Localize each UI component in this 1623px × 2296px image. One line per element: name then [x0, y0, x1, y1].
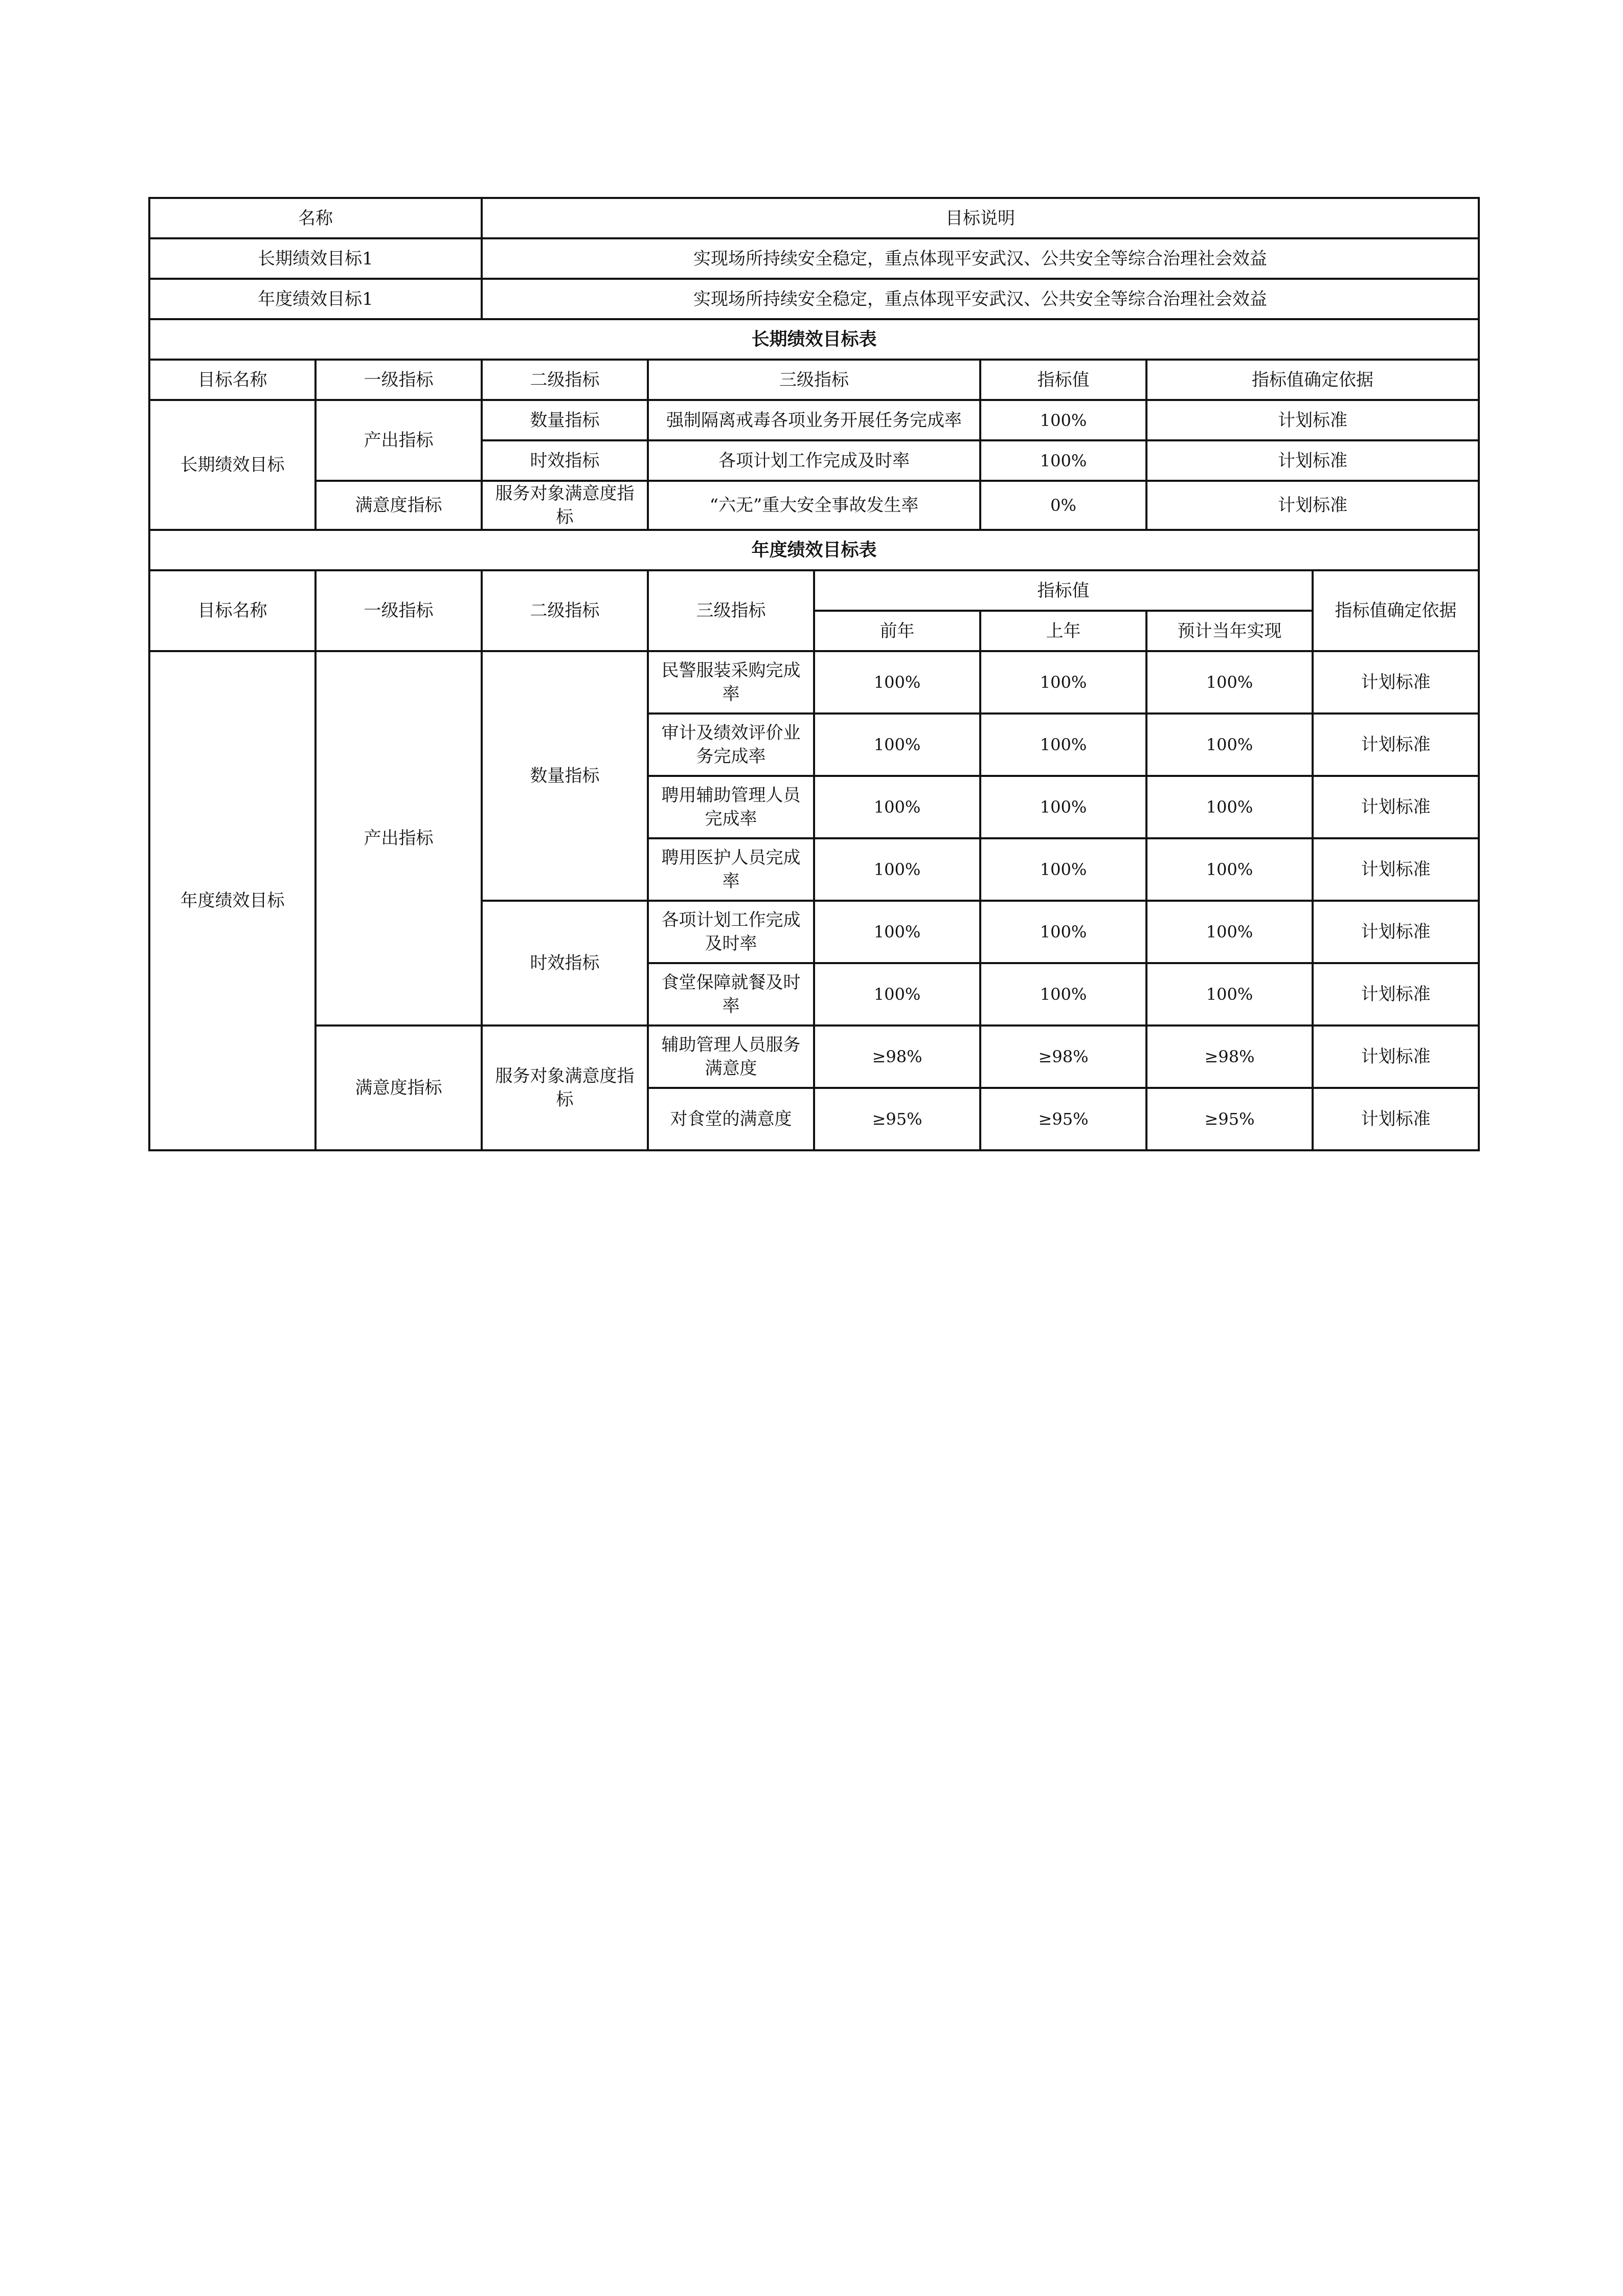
long-term-title-row: [149, 319, 1479, 360]
annual-goal-name: 年度绩效目标: [149, 651, 315, 1150]
summary-row-desc: 实现场所持续安全稳定，重点体现平安武汉、公共安全等综合治理社会效益: [482, 238, 1479, 279]
performance-goals-table: [148, 197, 1480, 1151]
annual-prev: 100%: [814, 838, 980, 901]
summary-row: [149, 279, 1479, 319]
long-term-level2: 服务对象满意度指标: [482, 481, 648, 530]
annual-level1-output: 产出指标: [315, 651, 482, 1026]
header-goal-name: 目标名称: [149, 360, 315, 400]
annual-prev: 100%: [814, 776, 980, 838]
summary-header-row: [149, 198, 1479, 238]
summary-row: [149, 238, 1479, 279]
annual-expected: 100%: [1146, 901, 1313, 963]
annual-last: ≥98%: [980, 1026, 1146, 1088]
annual-level3: 民警服装采购完成率: [648, 651, 814, 714]
annual-prev: 100%: [814, 714, 980, 776]
summary-row-desc: 实现场所持续安全稳定，重点体现平安武汉、公共安全等综合治理社会效益: [482, 279, 1479, 319]
annual-expected: ≥95%: [1146, 1088, 1313, 1150]
annual-level2-timeliness: 时效指标: [482, 901, 648, 1026]
annual-basis: 计划标准: [1313, 714, 1479, 776]
annual-prev: 100%: [814, 651, 980, 714]
annual-prev: 100%: [814, 901, 980, 963]
summary-col-desc: 目标说明: [482, 198, 1479, 238]
annual-row: [149, 1026, 1479, 1088]
summary-row-name: 年度绩效目标1: [149, 279, 482, 319]
header-level1: 一级指标: [315, 360, 482, 400]
annual-basis: 计划标准: [1313, 776, 1479, 838]
header-basis: 指标值确定依据: [1146, 360, 1479, 400]
long-term-row: [149, 400, 1479, 440]
annual-expected: 100%: [1146, 651, 1313, 714]
long-term-level1: 满意度指标: [315, 481, 482, 530]
header-level1: 一级指标: [315, 570, 482, 651]
annual-level2-satisfaction: 服务对象满意度指标: [482, 1026, 648, 1150]
long-term-level2: 数量指标: [482, 400, 648, 440]
long-term-level1: 产出指标: [315, 400, 482, 481]
annual-basis: 计划标准: [1313, 1088, 1479, 1150]
annual-level2-quantity: 数量指标: [482, 651, 648, 901]
long-term-title: 长期绩效目标表: [149, 319, 1479, 360]
annual-expected: ≥98%: [1146, 1026, 1313, 1088]
summary-row-name: 长期绩效目标1: [149, 238, 482, 279]
long-term-level3: 各项计划工作完成及时率: [648, 440, 980, 481]
annual-last: 100%: [980, 901, 1146, 963]
annual-header-row: [149, 570, 1479, 611]
annual-last: ≥95%: [980, 1088, 1146, 1150]
annual-level3: 食堂保障就餐及时率: [648, 963, 814, 1026]
annual-title: 年度绩效目标表: [149, 530, 1479, 570]
header-level3: 三级指标: [648, 570, 814, 651]
annual-level3: 聘用医护人员完成率: [648, 838, 814, 901]
long-term-basis: 计划标准: [1146, 481, 1479, 530]
long-term-goal-name: 长期绩效目标: [149, 400, 315, 530]
long-term-header-row: [149, 360, 1479, 400]
header-level2: 二级指标: [482, 360, 648, 400]
long-term-level3: 强制隔离戒毒各项业务开展任务完成率: [648, 400, 980, 440]
header-value: 指标值: [980, 360, 1146, 400]
long-term-row: [149, 481, 1479, 530]
long-term-level2: 时效指标: [482, 440, 648, 481]
header-expected: 预计当年实现: [1146, 611, 1313, 651]
annual-expected: 100%: [1146, 838, 1313, 901]
long-term-value: 0%: [980, 481, 1146, 530]
annual-level3: 聘用辅助管理人员完成率: [648, 776, 814, 838]
header-value: 指标值: [814, 570, 1313, 611]
annual-prev: ≥95%: [814, 1088, 980, 1150]
header-basis: 指标值确定依据: [1313, 570, 1479, 651]
performance-goals-sheet: [148, 197, 1478, 1151]
header-prev-year: 前年: [814, 611, 980, 651]
annual-row: [149, 651, 1479, 714]
annual-level3: 各项计划工作完成及时率: [648, 901, 814, 963]
annual-expected: 100%: [1146, 963, 1313, 1026]
annual-level3: 审计及绩效评价业务完成率: [648, 714, 814, 776]
annual-basis: 计划标准: [1313, 963, 1479, 1026]
header-level2: 二级指标: [482, 570, 648, 651]
annual-title-row: [149, 530, 1479, 570]
annual-basis: 计划标准: [1313, 901, 1479, 963]
long-term-level3: “六无”重大安全事故发生率: [648, 481, 980, 530]
header-level3: 三级指标: [648, 360, 980, 400]
annual-level3: 辅助管理人员服务满意度: [648, 1026, 814, 1088]
annual-prev: ≥98%: [814, 1026, 980, 1088]
annual-level1-satisfaction: 满意度指标: [315, 1026, 482, 1150]
long-term-value: 100%: [980, 440, 1146, 481]
annual-expected: 100%: [1146, 714, 1313, 776]
annual-last: 100%: [980, 714, 1146, 776]
long-term-basis: 计划标准: [1146, 440, 1479, 481]
annual-prev: 100%: [814, 963, 980, 1026]
annual-last: 100%: [980, 838, 1146, 901]
annual-basis: 计划标准: [1313, 651, 1479, 714]
annual-last: 100%: [980, 776, 1146, 838]
long-term-basis: 计划标准: [1146, 400, 1479, 440]
header-goal-name: 目标名称: [149, 570, 315, 651]
summary-col-name: 名称: [149, 198, 482, 238]
header-last-year: 上年: [980, 611, 1146, 651]
long-term-value: 100%: [980, 400, 1146, 440]
annual-basis: 计划标准: [1313, 838, 1479, 901]
annual-expected: 100%: [1146, 776, 1313, 838]
annual-last: 100%: [980, 651, 1146, 714]
annual-level3: 对食堂的满意度: [648, 1088, 814, 1150]
annual-basis: 计划标准: [1313, 1026, 1479, 1088]
annual-last: 100%: [980, 963, 1146, 1026]
